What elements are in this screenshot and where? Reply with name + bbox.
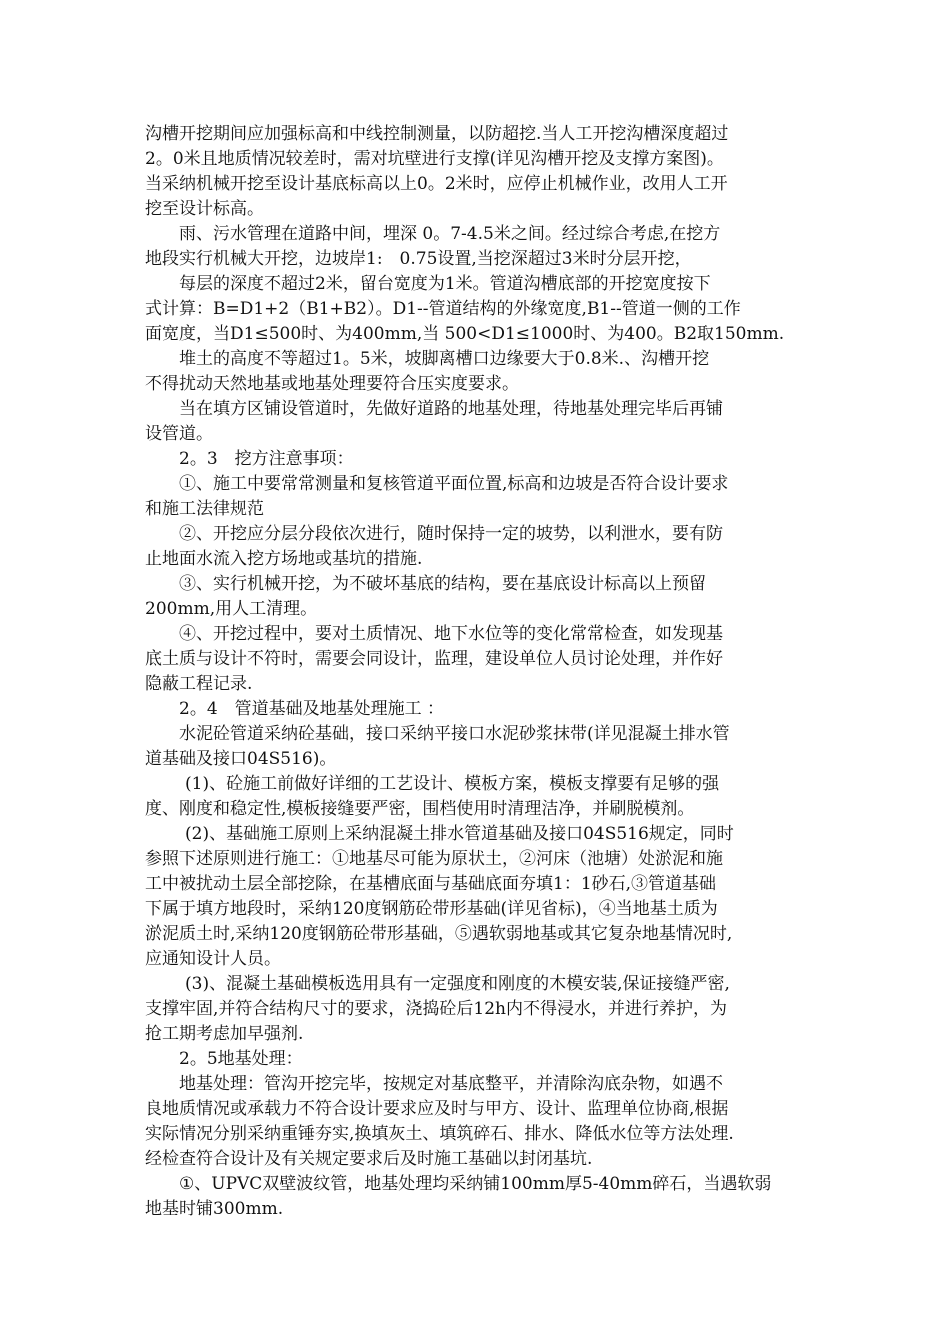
text-line: 应通知设计人员。 bbox=[145, 949, 281, 969]
text-line: 地段实行机械大开挖，边坡岸1: 0.75设置,当挖深超过3米时分层开挖， bbox=[145, 249, 692, 269]
text-line: 参照下述原则进行施工：①地基尽可能为原状土，②河床（池塘）处淤泥和施 bbox=[145, 849, 723, 869]
text-line: 挖至设计标高。 bbox=[145, 199, 264, 219]
text-line: 当采纳机械开挖至设计基底标高以上0。2米时，应停止机械作业，改用人工开 bbox=[145, 174, 728, 194]
list-item-start: ①、施工中要常常测量和复核管道平面位置,标高和边坡是否符合设计要求 bbox=[179, 474, 729, 494]
text-line: 面宽度，当D1≤500时、为400mm,当 500<D1≤1000时、为400。B2取150mm. bbox=[145, 324, 785, 344]
text-line: 式计算：B=D1+2（B1+B2）。D1--管道结构的外缘宽度,B1--管道一侧的工作 bbox=[145, 299, 741, 319]
text-line: 和施工法律规范 bbox=[145, 499, 264, 519]
list-item-start: ①、UPVC双壁波纹管，地基处理均采纳铺100mm厚5-40mm碎石，当遇软弱 bbox=[179, 1174, 772, 1194]
text-line: 工中被扰动土层全部挖除，在基槽底面与基础底面夯填1：1砂石,③管道基础 bbox=[145, 874, 717, 894]
text-line: 淤泥质土时,采纳120度钢筋砼带形基础，⑤遇软弱地基或其它复杂地基情况时, bbox=[145, 924, 733, 944]
text-line: 止地面水流入挖方场地或基坑的措施. bbox=[145, 549, 423, 569]
paragraph-start: 雨、污水管理在道路中间，埋深 0。7-4.5米之间。经过综合考虑,在挖方 bbox=[179, 224, 721, 244]
list-item-start: ④、开挖过程中，要对土质情况、地下水位等的变化常常检查，如发现基 bbox=[179, 624, 723, 644]
section-heading: 2。4 管道基础及地基处理施工 ： bbox=[179, 699, 445, 719]
list-item-start: ③、实行机械开挖，为不破坏基底的结构，要在基底设计标高以上预留 bbox=[179, 574, 706, 594]
text-line: 设管道。 bbox=[145, 424, 213, 444]
text-line: 道基础及接口04S516)。 bbox=[145, 749, 337, 769]
text-line: 2。0米且地质情况较差时，需对坑壁进行支撑(详见沟槽开挖及支撑方案图)。 bbox=[145, 149, 724, 169]
paragraph-start: 当在填方区铺设管道时，先做好道路的地基处理，待地基处理完毕后再铺 bbox=[179, 399, 723, 419]
text-line: 底土质与设计不符时，需要会同设计，监理，建设单位人员讨论处理，并作好 bbox=[145, 649, 723, 669]
text-line: 度、刚度和稳定性,模板接缝要严密，围档使用时清理洁净，并刷脱模剂。 bbox=[145, 799, 695, 819]
document-body bbox=[145, 122, 815, 1222]
paragraph-start: 堆土的高度不等超过1。5米，坡脚离槽口边缘要大于0.8米.、沟槽开挖 bbox=[179, 349, 710, 369]
text-line: 经检查符合设计及有关规定要求后及时施工基础以封闭基坑. bbox=[145, 1149, 593, 1169]
paragraph-start: 地基处理：管沟开挖完毕，按规定对基底整平，并清除沟底杂物，如遇不 bbox=[179, 1074, 723, 1094]
list-item-start: (2)、基础施工原则上采纳混凝土排水管道基础及接口04S516规定，同时 bbox=[185, 824, 734, 844]
text-line: 沟槽开挖期间应加强标高和中线控制测量，以防超挖.当人工开挖沟槽深度超过 bbox=[145, 124, 729, 144]
text-line: 良地质情况或承载力不符合设计要求应及时与甲方、设计、监理单位协商,根据 bbox=[145, 1099, 729, 1119]
text-line: 支撑牢固,并符合结构尺寸的要求，浇捣砼后12h内不得浸水，并进行养护，为 bbox=[145, 999, 727, 1019]
text-line: 200mm,用人工清理。 bbox=[145, 599, 318, 619]
text-line: 实际情况分别采纳重锤夯实,换填灰土、填筑碎石、排水、降低水位等方法处理. bbox=[145, 1124, 734, 1144]
text-line: 隐蔽工程记录. bbox=[145, 674, 253, 694]
text-line: 下属于填方地段时，采纳120度钢筋砼带形基础(详见省标)，④当地基土质为 bbox=[145, 899, 718, 919]
paragraph-start: 每层的深度不超过2米，留台宽度为1米。管道沟槽底部的开挖宽度按下 bbox=[179, 274, 711, 294]
paragraph-start: 水泥砼管道采纳砼基础，接口采纳平接口水泥砂浆抹带(详见混凝土排水管 bbox=[179, 724, 730, 744]
text-line: 抢工期考虑加早强剂. bbox=[145, 1024, 304, 1044]
text-line: 不得扰动天然地基或地基处理要符合压实度要求。 bbox=[145, 374, 519, 394]
list-item-start: (1)、砼施工前做好详细的工艺设计、模板方案，模板支撑要有足够的强 bbox=[185, 774, 720, 794]
list-item-start: (3)、混凝土基础模板选用具有一定强度和刚度的木模安装,保证接缝严密, bbox=[185, 974, 730, 994]
section-heading: 2。3 挖方注意事项： bbox=[179, 449, 354, 469]
section-heading: 2。5地基处理： bbox=[179, 1049, 303, 1069]
text-line: 地基时铺300mm. bbox=[145, 1199, 284, 1219]
list-item-start: ②、开挖应分层分段依次进行，随时保持一定的坡势，以利泄水，要有防 bbox=[179, 524, 723, 544]
